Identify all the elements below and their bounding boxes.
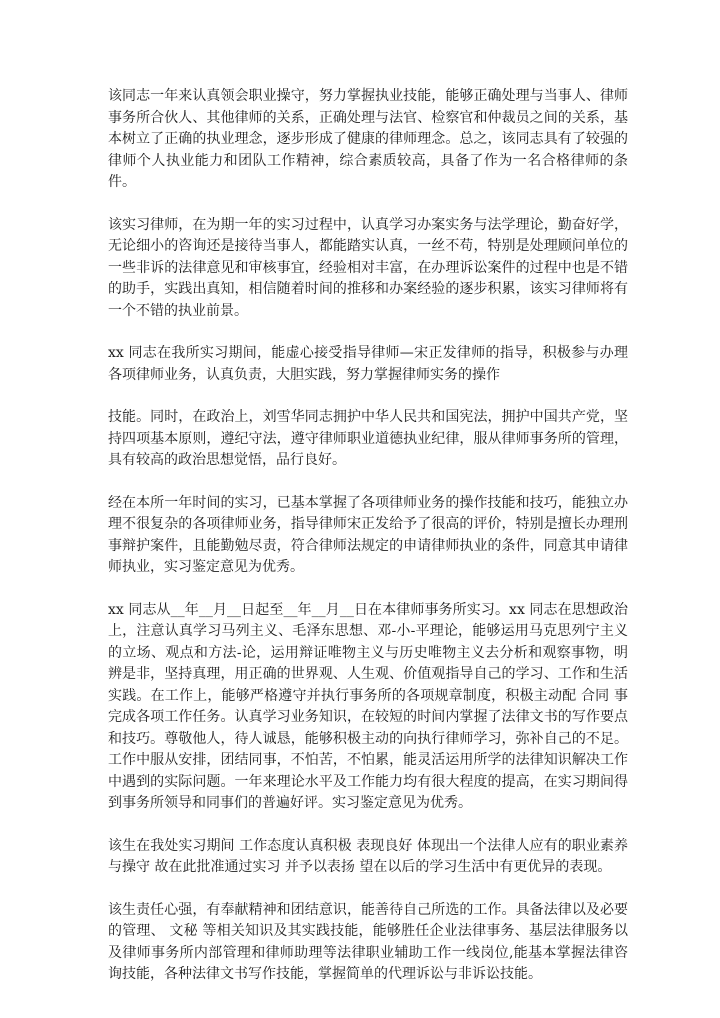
paragraph-2: 该实习律师，在为期一年的实习过程中，认真学习办案实务与法学理论，勤奋好学，无论细小的咨询还是接待当事人，都能踏实认真，一丝不苟，特别是处理顾问单位的一些非诉的法律意见和审核事宜，经验相对丰富，在办理诉讼案件的过程中也是不错的助手，实践出真知，相信随着时间的推移和办案经验的逐步积累，该实习律师将有一个不错的执业前景。 — [108, 216, 628, 319]
paragraph-6: xx 同志从__年__月__日起至__年__月__日在本律师事务所实习。xx 同志在思想政治上，注意认真学习马列主义、毛泽东思想、邓-小-平理论，能够运用马克思列宁主义的立场、观点和方法-论，运用辩证唯物主义与历史唯物主义去分析和观察事物，明辨是非，坚持真理，用正确的世界观、人生观、价值观指导自己的学习、工作和生活实践。在工作上，能够严格遵守并执行事务所的各项规章制度，积极主动配 合同 事完成各项工作任务。认真学习业务知识，在较短的时间内掌握了法律文书的写作要点和技巧。尊敬他人，待人诚恳，能够积极主动的向执行律师学习，弥补自己的不足。工作中服从安排，团结同事，不怕苦，不怕累，能灵活运用所学的法律知识解决工作中遇到的实际问题。一年来理论水平及工作能力均有很大程度的提高，在实习期间得到事务所领导和同事们的普遍好评。实习鉴定意见为优秀。 — [108, 601, 628, 811]
paragraph-8: 该生责任心强，有奉献精神和团结意识，能善待自己所选的工作。具备法律以及必要的管理、 文秘 等相关知识及其实践技能，能够胜任企业法律事务、基层法律服务以及律师事务所内部管理和律师助理等法律职业辅助工作一线岗位,能基本掌握法律咨询技能，各种法律文书写作技能，掌握简单的代理诉讼与非诉讼技能。 — [108, 901, 628, 982]
paragraph-3: xx 同志在我所实习期间，能虚心接受指导律师—宋正发律师的指导，积极参与办理各项律师业务，认真负责，大胆实践，努力掌握律师实务的操作 — [108, 345, 628, 383]
document-body — [108, 86, 628, 1007]
paragraph-7: 该生在我处实习期间 工作态度认真积极 表现良好 体现出一个法律人应有的职业素养与操守 故在此批准通过实习 并予以表扬 望在以后的学习生活中有更优异的表现。 — [108, 837, 628, 875]
paragraph-5: 经在本所一年时间的实习，已基本掌握了各项律师业务的操作技能和技巧，能独立办理不很复杂的各项律师业务，指导律师宋正发给予了很高的评价，特别是擅长办理刑事辩护案件，且能勤勉尽责，符合律师法规定的申请律师执业的条件，同意其申请律师执业，实习鉴定意见为优秀。 — [108, 494, 628, 575]
paragraph-1: 该同志一年来认真领会职业操守，努力掌握执业技能，能够正确处理与当事人、律师事务所合伙人、其他律师的关系，正确处理与法官、检察官和仲裁员之间的关系，基本树立了正确的执业理念，逐步形成了健康的律师理念。总之，该同志具有了较强的律师个人执业能力和团队工作精神，综合素质较高，具备了作为一名合格律师的条件。 — [108, 88, 628, 190]
paragraph-4: 技能。同时，在政治上，刘雪华同志拥护中华人民共和国宪法，拥护中国共产党，坚持四项基本原则，遵纪守法，遵守律师职业道德执业纪律，服从律师事务所的管理，具有较高的政治思想觉悟，品行良好。 — [108, 409, 628, 468]
